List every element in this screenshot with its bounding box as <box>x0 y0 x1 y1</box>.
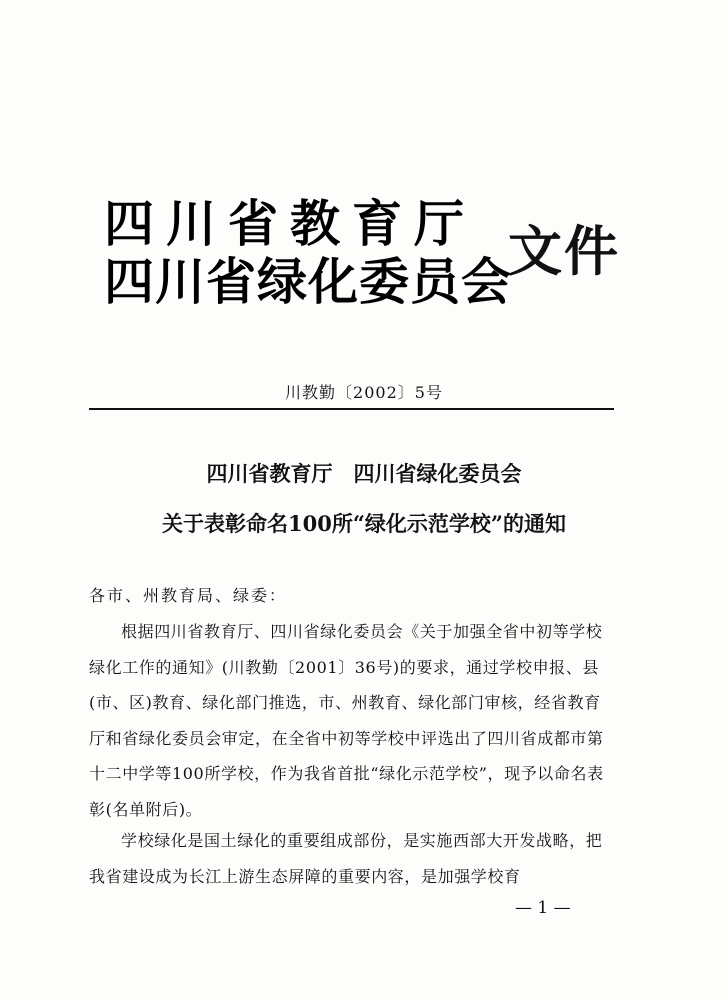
body-paragraph-2: 学校绿化是国土绿化的重要组成部份，是实施西部大开发战略，把我省建设成为长江上游生态屏障的重要内容，是加强学校育 <box>89 831 603 886</box>
document-type-label: 文件 <box>508 220 620 283</box>
notice-title-line1: 四川省教育厅 四川省绿化委员会 <box>206 461 522 486</box>
header-divider <box>89 408 614 410</box>
issuer-education-department: 四川省教育厅 <box>104 195 476 253</box>
salutation: 各市、州教育局、绿委： <box>89 586 288 605</box>
issuing-authorities <box>104 195 512 311</box>
issuer-greening-committee: 四川省绿化委员会 <box>104 253 512 311</box>
page-number: — 1 — <box>515 898 571 918</box>
document-number: 川教勤〔2002〕5号 <box>285 383 443 402</box>
body-paragraph-1: 根据四川省教育厅、四川省绿化委员会《关于加强全省中初等学校绿化工作的通知》(川教勤〔2001〕36号)的要求，通过学校申报、县(市、区)教育、绿化部门推选，市、州教育、绿化部门审核，经省教育厅和省绿化委员会审定，在全省中初等学校中评选出了四川省成都市第十二中学等100所学校，作为我省首批“绿化示范学校”，现予以命名表彰(名单附后)。 <box>89 622 604 819</box>
notice-title-line2: 关于表彰命名100所“绿化示范学校”的通知 <box>162 511 566 536</box>
